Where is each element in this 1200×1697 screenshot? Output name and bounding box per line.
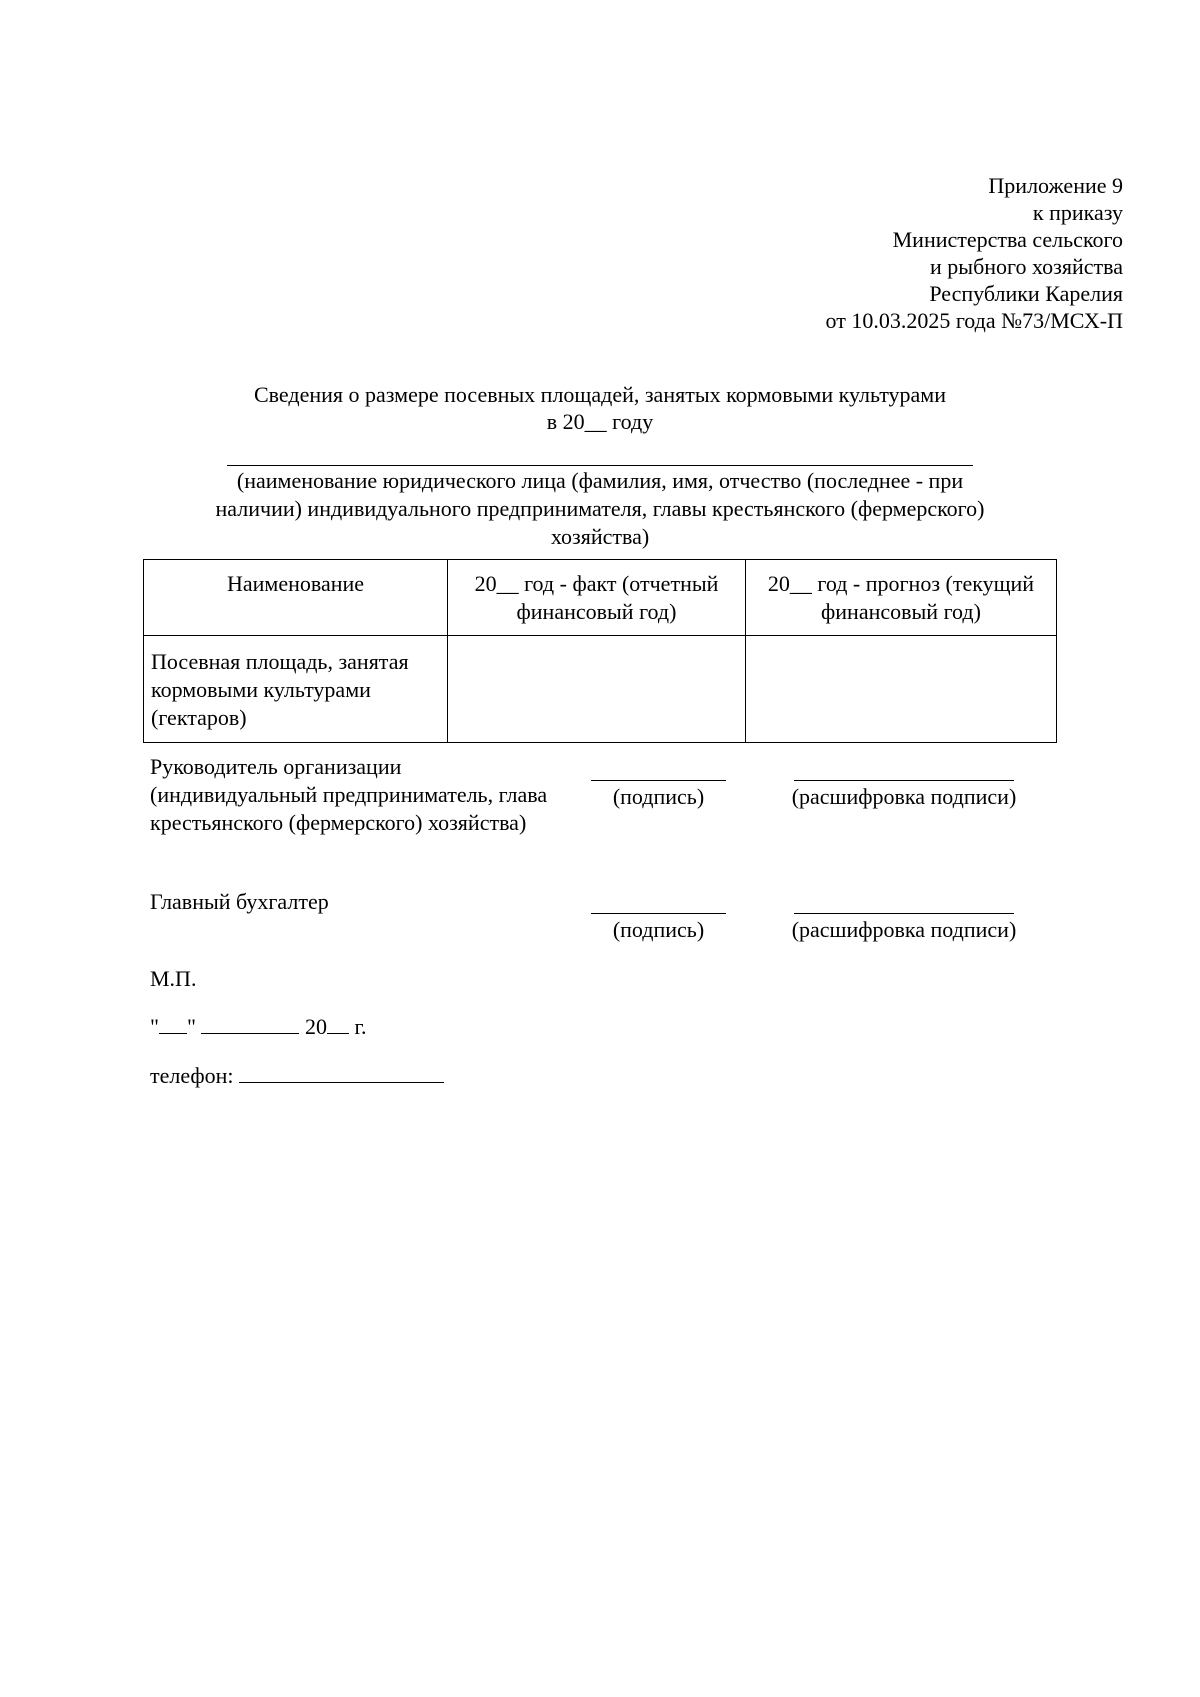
accountant-signature-line[interactable]	[591, 913, 726, 914]
year-field[interactable]	[327, 1015, 349, 1034]
header-forecast: 20__ год - прогноз (текущий финансовый год)	[746, 560, 1057, 636]
organization-name-line[interactable]	[227, 465, 973, 466]
org-caption-line-2: наличии) индивидуального предпринимателя, главы крестьянского (фермерского)	[215, 496, 985, 521]
accountant-decode-caption: (расшифровка подписи)	[791, 917, 1017, 942]
appendix-header	[603, 172, 1123, 334]
head-decode-line[interactable]	[794, 780, 1014, 781]
date-line	[150, 1013, 367, 1040]
accountant-signature-caption: (подпись)	[612, 917, 705, 942]
ministry-line-1: Министерства сельского	[892, 227, 1123, 252]
month-field[interactable]	[201, 1015, 299, 1034]
org-caption-line-3: хозяйства)	[550, 524, 650, 549]
organization-caption	[130, 467, 1070, 551]
phone-line	[150, 1062, 444, 1089]
head-signature-label: Руководитель организации (индивидуальный предприниматель, глава крестьянского (фермерского) хозяйства)	[150, 754, 548, 835]
accountant-decode-line[interactable]	[794, 913, 1014, 914]
appendix-number: Приложение 9	[988, 173, 1123, 198]
stamp-place: М.П.	[150, 966, 197, 991]
forecast-value-cell[interactable]	[746, 636, 1057, 743]
year-prefix: 20	[304, 1014, 327, 1039]
table-row	[144, 636, 1057, 743]
sown-area-table	[143, 559, 1057, 743]
document-title	[130, 381, 1070, 435]
fact-value-cell[interactable]	[448, 636, 746, 743]
republic-name: Республики Карелия	[929, 281, 1123, 306]
year-suffix: г.	[354, 1014, 367, 1039]
header-fact: 20__ год - факт (отчетный финансовый год)	[448, 560, 746, 636]
head-decode-caption: (расшифровка подписи)	[791, 784, 1017, 809]
row-label: Посевная площадь, занятая кормовыми культурами (гектаров)	[144, 636, 448, 743]
title-line-2: в 20__ году	[546, 409, 654, 434]
title-line-1: Сведения о размере посевных площадей, занятых кормовыми культурами	[253, 382, 946, 407]
head-signature-caption: (подпись)	[612, 784, 705, 809]
phone-label: телефон:	[150, 1063, 234, 1088]
day-field[interactable]	[159, 1015, 187, 1034]
head-signature-line[interactable]	[591, 780, 726, 781]
date-quote-open: "	[150, 1014, 159, 1039]
accountant-label: Главный бухгалтер	[150, 889, 329, 914]
order-date-number: от 10.03.2025 года №73/МСХ-П	[825, 308, 1123, 333]
phone-field[interactable]	[239, 1064, 444, 1083]
table-header-row	[144, 560, 1057, 636]
header-name: Наименование	[144, 560, 448, 636]
ministry-line-2: и рыбного хозяйства	[930, 254, 1123, 279]
date-quote-close: "	[186, 1014, 196, 1039]
org-caption-line-1: (наименование юридического лица (фамилия, имя, отчество (последнее - при	[236, 468, 964, 493]
order-reference: к приказу	[1032, 200, 1123, 225]
